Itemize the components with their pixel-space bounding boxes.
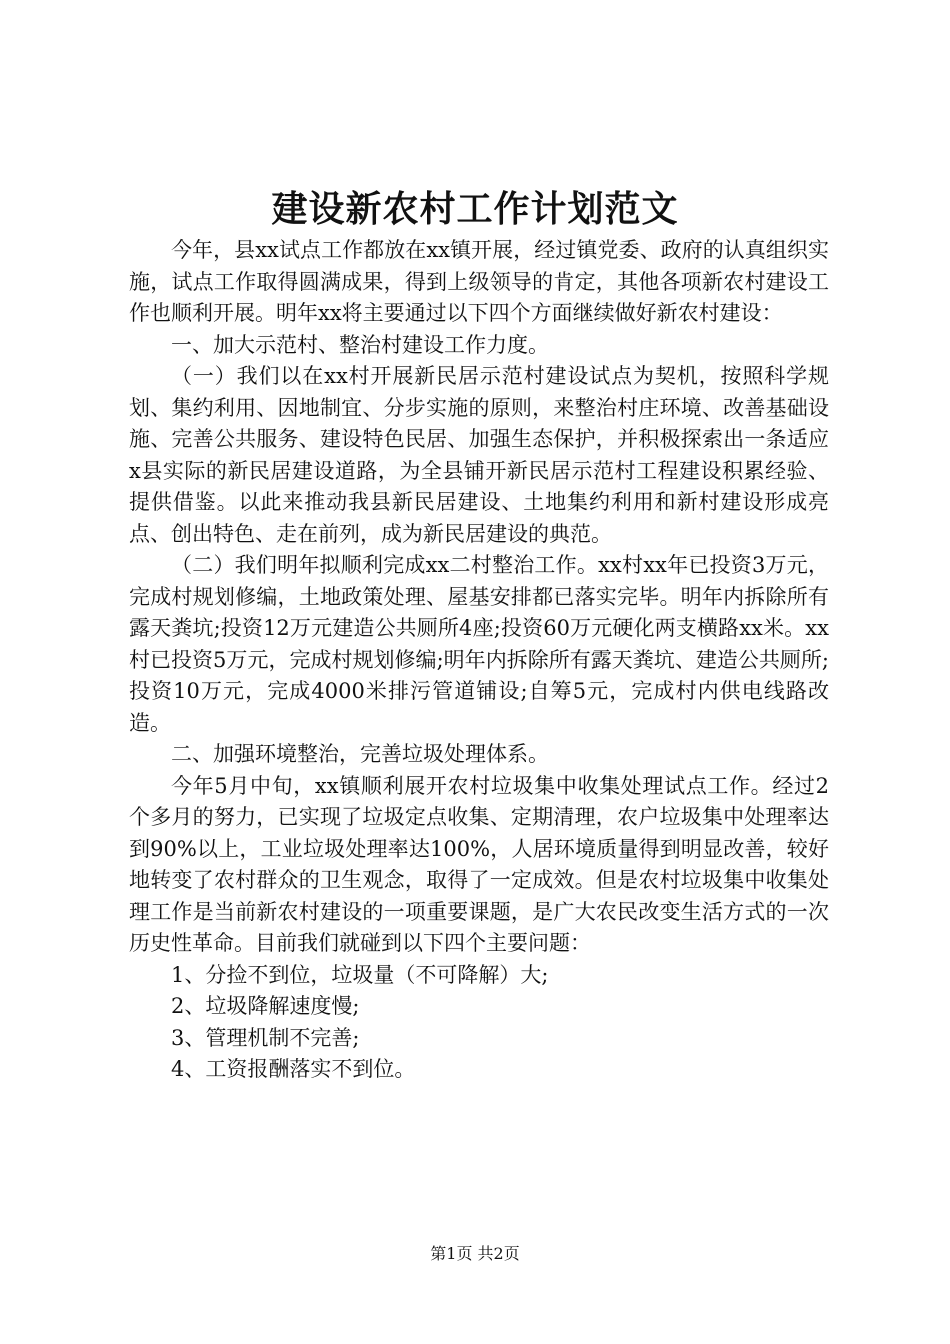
- document-title: 建设新农村工作计划范文: [271, 188, 679, 230]
- paragraph-subsection-1: （一）我们以在xx村开展新民居示范村建设试点为契机，按照科学规划、集约利用、因地制宜、分步实施的原则，来整治村庄环境、改善基础设施、完善公共服务、建设特色民居、加强生态保护，并积极探索出一条适应x县实际的新民居建设道路，为全县铺开新民居示范村工程建设积累经验、提供借鉴。以此来推动我县新民居建设、土地集约利用和新村建设形成亮点、创出特色、走在前列，成为新民居建设的典范。: [129, 364, 829, 546]
- list-item: 2、垃圾降解速度慢;: [171, 994, 360, 1018]
- section-heading-1: 一、加大示范村、整治村建设工作力度。: [171, 332, 549, 357]
- paragraph-intro: 今年，县xx试点工作都放在xx镇开展，经过镇党委、政府的认真组织实施，试点工作取得圆满成果，得到上级领导的肯定，其他各项新农村建设工作也顺利开展。明年xx将主要通过以下四个方面继续做好新农村建设：: [129, 238, 829, 325]
- list-item: 3、管理机制不完善;: [171, 1025, 360, 1050]
- document-body: [129, 235, 829, 1086]
- paragraph-waste: 今年5月中旬，xx镇顺利展开农村垃圾集中收集处理试点工作。经过2个多月的努力，已实现了垃圾定点收集、定期清理，农户垃圾集中处理率达到90%以上，工业垃圾处理率达100%，人居环境质量得到明显改善，较好地转变了农村群众的卫生观念，取得了一定成效。但是农村垃圾集中收集处理工作是当前新农村建设的一项重要课题，是广大农民改变生活方式的一次历史性革命。目前我们就碰到以下四个主要问题：: [129, 773, 829, 955]
- list-item: 1、分捡不到位，垃圾量（不可降解）大;: [171, 962, 549, 987]
- paragraph-subsection-2: （二）我们明年拟顺利完成xx二村整治工作。xx村xx年已投资3万元，完成村规划修编，土地政策处理、屋基安排都已落实完毕。明年内拆除所有露天粪坑;投资12万元建造公共厕所4座;投资60万元硬化两支横路xx米。xx村已投资5万元，完成村规划修编;明年内拆除所有露天粪坑、建造公共厕所;投资10万元，完成4000米排污管道铺设;自筹5元，完成村内供电线路改造。: [129, 553, 829, 735]
- section-heading-2: 二、加强环境整治，完善垃圾处理体系。: [171, 742, 549, 766]
- page-footer: 第1页 共2页: [430, 1244, 520, 1263]
- list-item: 4、工资报酬落实不到位。: [171, 1057, 416, 1081]
